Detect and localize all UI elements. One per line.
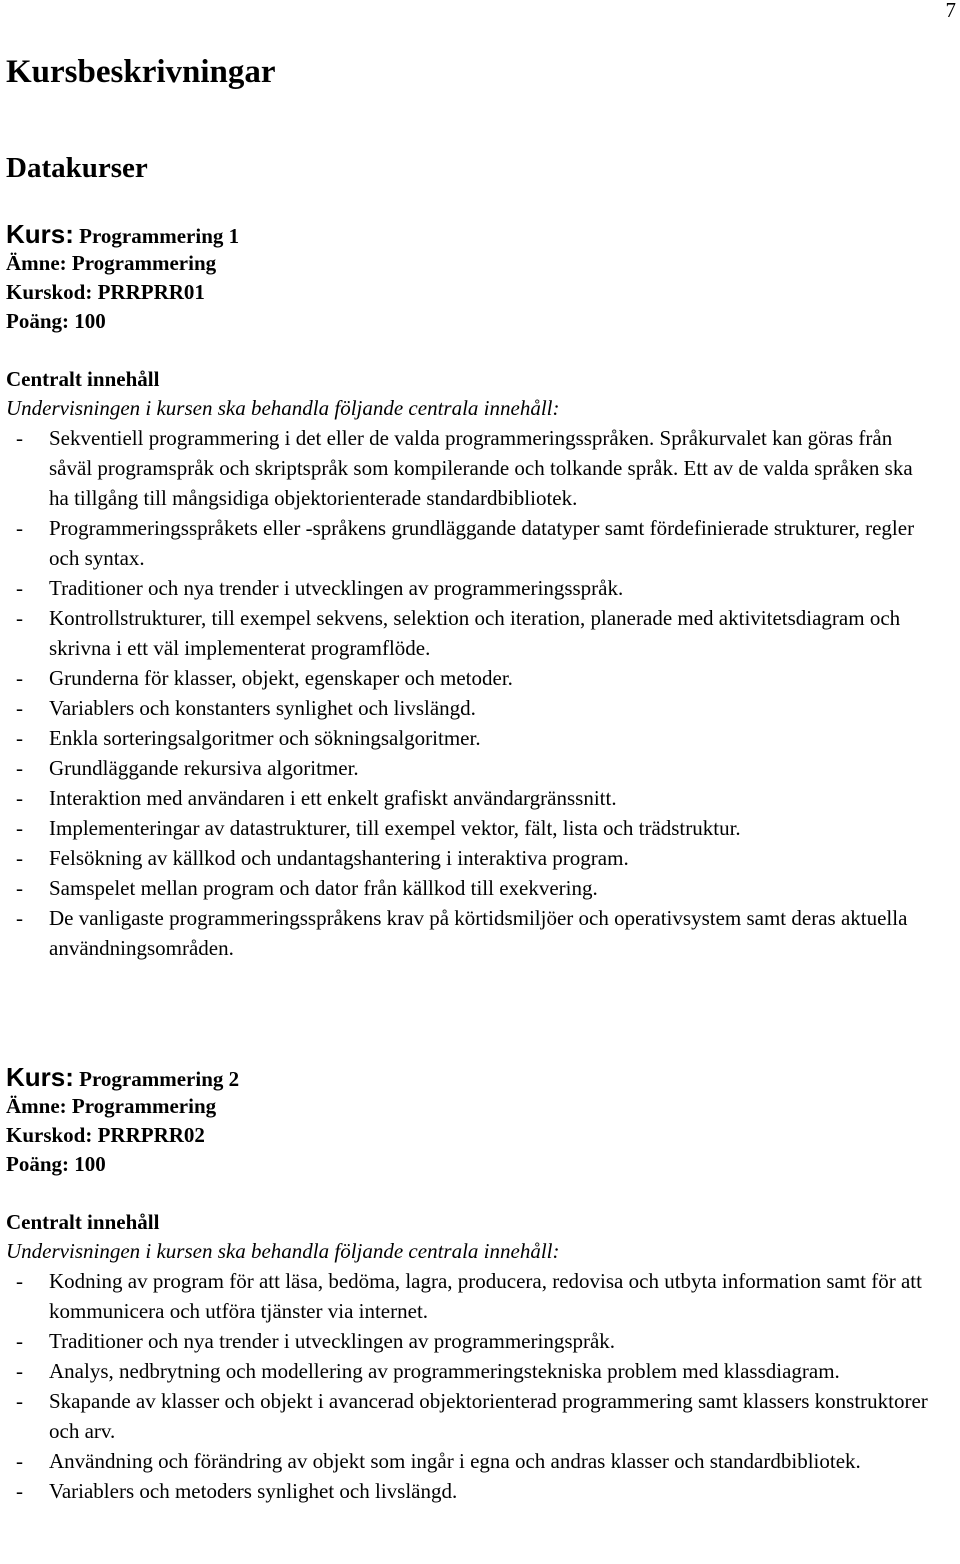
kurs-label: Kurs: [6,1062,74,1092]
list-item-text: Traditioner och nya trender i utvecklingen av programmeringspråk. [49,1329,616,1353]
list-item-text: Samspelet mellan program och dator från källkod till exekvering. [49,876,598,900]
course-points: Poäng: 100 [6,1152,106,1176]
course-subject: Ämne: Programmering [6,1094,217,1118]
list-item-text: Analys, nedbrytning och modellering av programmeringstekniska problem med klassdiagram. [49,1359,840,1383]
content-intro: Undervisningen i kursen ska behandla följande centrala innehåll: [6,396,560,420]
list-dash: - [16,426,23,450]
kurs-name: Programmering 2 [79,1067,240,1091]
list-item [6,1326,936,1356]
list-item-text: Användning och förändring av objekt som ingår i egna och andras klasser och standardbibliotek. [49,1449,861,1473]
page-number: 7 [945,0,956,22]
content-list [6,1266,936,1506]
course-title [6,1063,936,1092]
course-subject: Ämne: Programmering [6,251,217,275]
list-item [6,843,936,873]
kurs-name: Programmering 1 [79,224,240,248]
course-programmering-1 [6,220,936,963]
list-dash: - [16,786,23,810]
list-dash: - [16,876,23,900]
list-item [6,1266,936,1326]
list-dash: - [16,666,23,690]
list-item [6,873,936,903]
list-item [6,423,936,513]
list-item-text: Implementeringar av datastrukturer, till exempel vektor, fält, lista och trädstruktur. [49,816,741,840]
list-item [6,603,936,663]
list-item-text: Skapande av klasser och objekt i avancerad objektorienterad programmering samt klassers konstruktorer och arv. [49,1389,928,1443]
list-item-text: Traditioner och nya trender i utvecklingen av programmeringsspråk. [49,576,624,600]
list-item [6,663,936,693]
course-code: Kurskod: PRRPRR01 [6,280,205,304]
list-item [6,1446,936,1476]
list-dash: - [16,1449,23,1473]
page-title: Kursbeskrivningar [6,54,276,90]
list-item-text: Variablers och konstanters synlighet och livslängd. [49,696,476,720]
list-item [6,753,936,783]
content-heading: Centralt innehåll [6,1210,160,1234]
list-item-text: Grundläggande rekursiva algoritmer. [49,756,359,780]
list-item-text: Variablers och metoders synlighet och livslängd. [49,1479,458,1503]
list-item-text: Sekventiell programmering i det eller de valda programmeringsspråken. Språkurvalet kan göras från såväl programspråk och skriptspråk som kompilerande och tolkande språk. Ett av de valda språken ska ha tillgång till mångsidiga objektorienterade standardbibliotek. [49,426,913,510]
list-dash: - [16,846,23,870]
list-dash: - [16,1329,23,1353]
list-item-text: Programmeringsspråkets eller -språkens grundläggande datatyper samt fördefinierade strukturer, regler och syntax. [49,516,915,570]
list-dash: - [16,696,23,720]
list-item [6,513,936,573]
list-dash: - [16,1389,23,1413]
list-item [6,783,936,813]
list-dash: - [16,1269,23,1293]
course-code: Kurskod: PRRPRR02 [6,1123,205,1147]
list-item [6,693,936,723]
list-dash: - [16,726,23,750]
content-intro: Undervisningen i kursen ska behandla följande centrala innehåll: [6,1239,560,1263]
list-item-text: De vanligaste programmeringsspråkens krav på körtidsmiljöer och operativsystem samt deras aktuella användningsområden. [49,906,908,960]
list-item [6,723,936,753]
content-heading: Centralt innehåll [6,367,160,391]
list-dash: - [16,816,23,840]
list-item-text: Kodning av program för att läsa, bedöma, lagra, producera, redovisa och utbyta information samt för att kommunicera och utföra tjänster via internet. [49,1269,922,1323]
section-heading: Datakurser [6,152,148,184]
list-dash: - [16,1479,23,1503]
list-dash: - [16,516,23,540]
list-item [6,1356,936,1386]
list-item [6,1476,936,1506]
list-item [6,813,936,843]
list-dash: - [16,1359,23,1383]
list-item [6,573,936,603]
list-item-text: Grunderna för klasser, objekt, egenskaper och metoder. [49,666,513,690]
list-dash: - [16,756,23,780]
list-item-text: Enkla sorteringsalgoritmer och sökningsalgoritmer. [49,726,481,750]
list-item-text: Interaktion med användaren i ett enkelt grafiskt användargränssnitt. [49,786,617,810]
list-item-text: Felsökning av källkod och undantagshantering i interaktiva program. [49,846,629,870]
course-programmering-2 [6,1063,936,1506]
list-item-text: Kontrollstrukturer, till exempel sekvens, selektion och iteration, planerade med aktivitetsdiagram och skrivna i ett väl implementerat programflöde. [49,606,901,660]
list-dash: - [16,906,23,930]
list-dash: - [16,606,23,630]
list-dash: - [16,576,23,600]
list-item [6,903,936,963]
course-title [6,220,936,249]
course-points: Poäng: 100 [6,309,106,333]
content-list [6,423,936,963]
kurs-label: Kurs: [6,219,74,249]
list-item [6,1386,936,1446]
